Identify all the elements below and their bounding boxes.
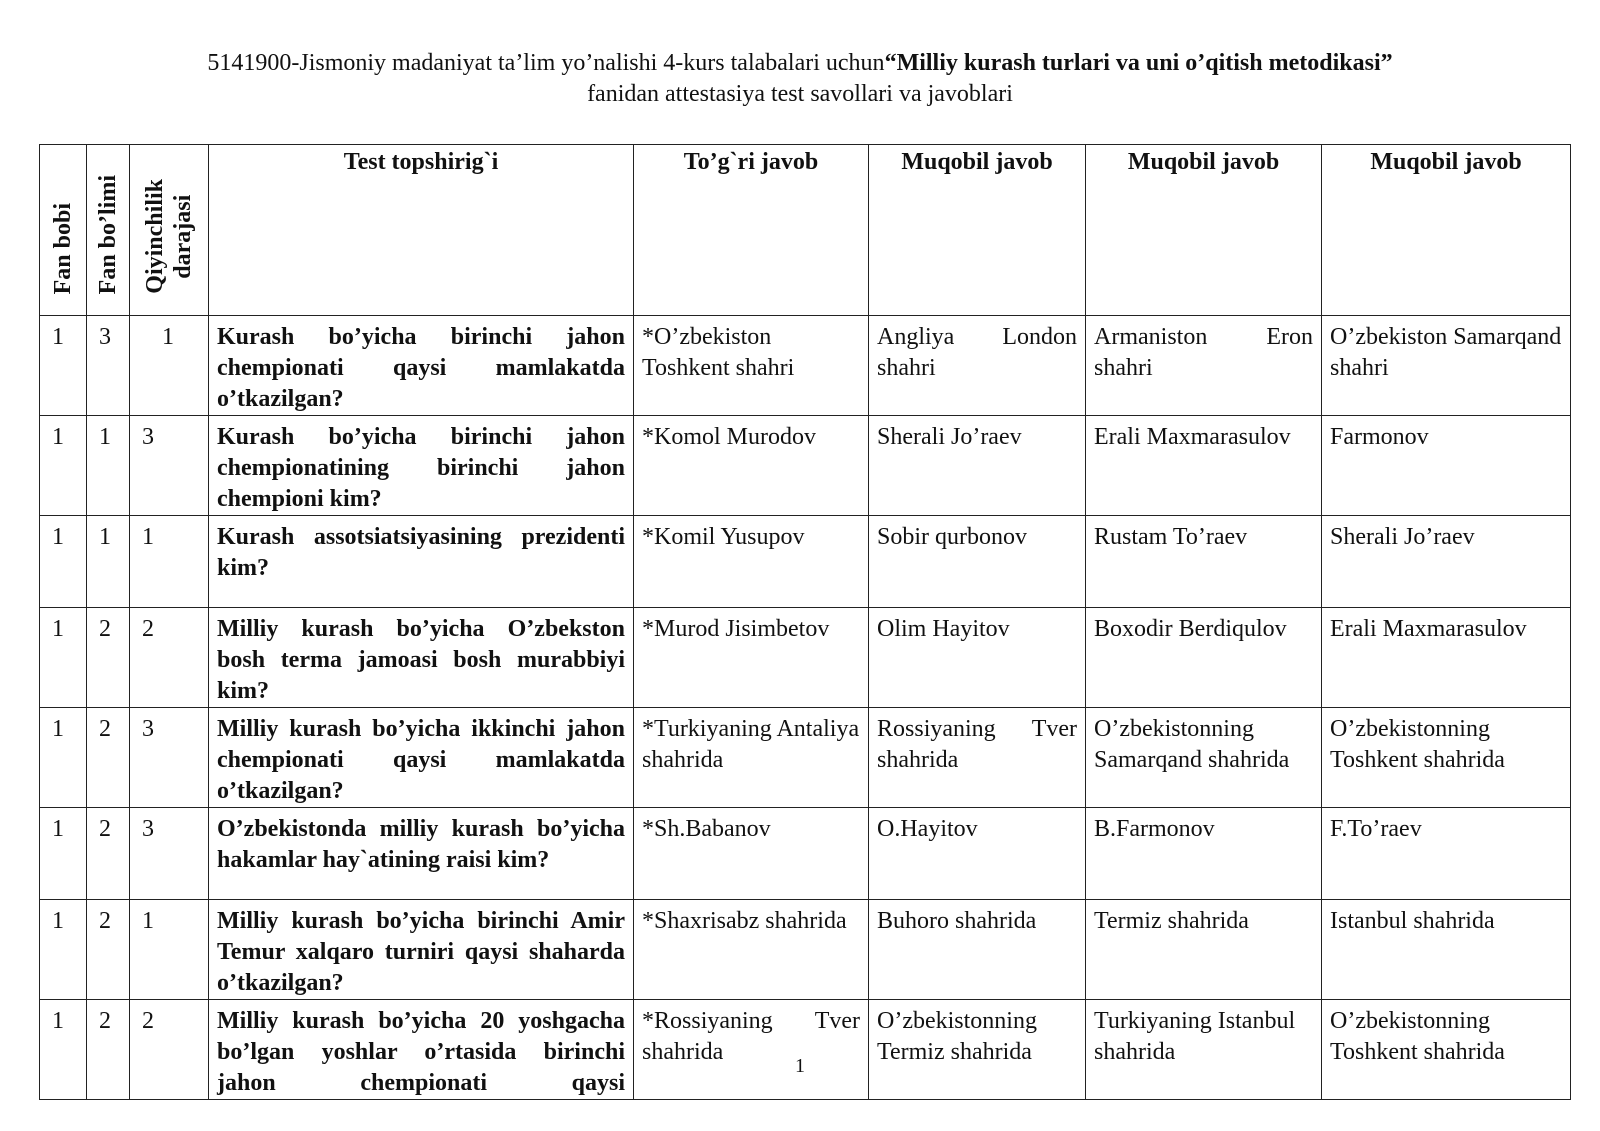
cell-question: Milliy kurash bo’yicha ikkinchi jahon chempionati qaysi mamlakatda o’tkazilgan? [209, 708, 634, 808]
cell-qiyinchilik: 2 [130, 1000, 209, 1100]
cell-question: Kurash bo’yicha birinchi jahon chempionati qaysi mamlakatda o’tkazilgan? [209, 316, 634, 416]
cell-alt-answer-2: B.Farmonov [1086, 808, 1322, 900]
cell-correct-answer: *Murod Jisimbetov [634, 608, 869, 708]
col-header-fan-bobi: Fan bobi [40, 145, 87, 316]
title-prefix: 5141900-Jismoniy madaniyat ta’lim yo’nalishi 4-kurs talabalari uchun [207, 50, 885, 76]
cell-alt-answer-3: O’zbekistonning Toshkent shahrida [1322, 708, 1571, 808]
cell-fan-bobi: 1 [40, 516, 87, 608]
cell-fan-bobi: 1 [40, 416, 87, 516]
cell-alt-answer-1: Angliya London shahri [869, 316, 1086, 416]
cell-alt-answer-1: Sherali Jo’raev [869, 416, 1086, 516]
cell-alt-answer-1: Sobir qurbonov [869, 516, 1086, 608]
cell-question: Milliy kurash bo’yicha 20 yoshgacha bo’lgan yoshlar o’rtasida birinchi jahon chempionati qaysi [209, 1000, 634, 1100]
cell-alt-answer-2: Armaniston Eron shahri [1086, 316, 1322, 416]
cell-fan-bolimi: 1 [87, 516, 130, 608]
col-header-alt2: Muqobil javob [1086, 145, 1322, 316]
cell-qiyinchilik: 2 [130, 608, 209, 708]
cell-alt-answer-3: Erali Maxmarasulov [1322, 608, 1571, 708]
cell-qiyinchilik: 3 [130, 808, 209, 900]
table-row [40, 1000, 1571, 1100]
cell-qiyinchilik: 3 [130, 416, 209, 516]
cell-qiyinchilik: 3 [130, 708, 209, 808]
table-row [40, 708, 1571, 808]
cell-alt-answer-1: Buhoro shahrida [869, 900, 1086, 1000]
table-row [40, 516, 1571, 608]
cell-alt-answer-2: Erali Maxmarasulov [1086, 416, 1322, 516]
title-line-1 [0, 48, 1600, 79]
table-row [40, 316, 1571, 416]
cell-correct-answer: *Turkiyaning Antaliya shahrida [634, 708, 869, 808]
cell-fan-bolimi: 1 [87, 416, 130, 516]
course-name: “Milliy kurash turlari va uni o’qitish metodikasi” [884, 50, 1393, 76]
cell-alt-answer-2: Boxodir Berdiqulov [1086, 608, 1322, 708]
cell-alt-answer-3: Farmonov [1322, 416, 1571, 516]
cell-alt-answer-1: O’zbekistonning Termiz shahrida [869, 1000, 1086, 1100]
page-number: 1 [795, 1055, 805, 1077]
table-row [40, 900, 1571, 1000]
table-row [40, 608, 1571, 708]
cell-fan-bolimi: 2 [87, 608, 130, 708]
cell-fan-bolimi: 2 [87, 708, 130, 808]
cell-alt-answer-1: Rossiyaning Tver shahrida [869, 708, 1086, 808]
table-row [40, 416, 1571, 516]
cell-qiyinchilik: 1 [130, 900, 209, 1000]
cell-correct-answer: *Rossiyaning Tver shahrida [634, 1000, 869, 1100]
cell-correct-answer: *Komol Murodov [634, 416, 869, 516]
document-title [0, 48, 1600, 110]
table-row [40, 808, 1571, 900]
title-line-2: fanidan attestasiya test savollari va javoblari [587, 81, 1013, 107]
cell-fan-bobi: 1 [40, 608, 87, 708]
cell-alt-answer-3: F.To’raev [1322, 808, 1571, 900]
cell-alt-answer-2: Turkiyaning Istanbul shahrida [1086, 1000, 1322, 1100]
cell-correct-answer: *Shaxrisabz shahrida [634, 900, 869, 1000]
cell-fan-bobi: 1 [40, 1000, 87, 1100]
table-header-row [40, 145, 1571, 316]
cell-fan-bolimi: 3 [87, 316, 130, 416]
cell-correct-answer: *Komil Yusupov [634, 516, 869, 608]
cell-question: Milliy kurash bo’yicha birinchi Amir Temur xalqaro turniri qaysi shaharda o’tkazilgan? [209, 900, 634, 1000]
cell-fan-bolimi: 2 [87, 808, 130, 900]
cell-fan-bolimi: 2 [87, 900, 130, 1000]
col-header-test: Test topshirig`i [209, 145, 634, 316]
cell-alt-answer-3: Sherali Jo’raev [1322, 516, 1571, 608]
cell-question: Kurash assotsiatsiyasining prezidenti kim? [209, 516, 634, 608]
cell-alt-answer-3: O’zbekiston Samarqand shahri [1322, 316, 1571, 416]
cell-fan-bobi: 1 [40, 900, 87, 1000]
cell-fan-bobi: 1 [40, 808, 87, 900]
cell-question: O’zbekistonda milliy kurash bo’yicha hakamlar hay`atining raisi kim? [209, 808, 634, 900]
cell-alt-answer-3: Istanbul shahrida [1322, 900, 1571, 1000]
cell-alt-answer-1: Olim Hayitov [869, 608, 1086, 708]
cell-correct-answer: *Sh.Babanov [634, 808, 869, 900]
cell-alt-answer-1: O.Hayitov [869, 808, 1086, 900]
cell-alt-answer-2: Rustam To’raev [1086, 516, 1322, 608]
cell-fan-bolimi: 2 [87, 1000, 130, 1100]
cell-fan-bobi: 1 [40, 708, 87, 808]
cell-correct-answer: *O’zbekiston Toshkent shahri [634, 316, 869, 416]
cell-qiyinchilik: 1 [130, 516, 209, 608]
cell-qiyinchilik: 1 [130, 316, 209, 416]
col-header-alt3: Muqobil javob [1322, 145, 1571, 316]
col-header-correct: To’g`ri javob [634, 145, 869, 316]
test-table [39, 144, 1571, 1100]
cell-question: Milliy kurash bo’yicha O’zbekston bosh terma jamoasi bosh murabbiyi kim? [209, 608, 634, 708]
cell-fan-bobi: 1 [40, 316, 87, 416]
cell-alt-answer-3: O’zbekistonning Toshkent shahrida [1322, 1000, 1571, 1100]
cell-question: Kurash bo’yicha birinchi jahon chempionatining birinchi jahon chempioni kim? [209, 416, 634, 516]
cell-alt-answer-2: Termiz shahrida [1086, 900, 1322, 1000]
col-header-fan-bolimi: Fan bo’limi [87, 145, 130, 316]
col-header-alt1: Muqobil javob [869, 145, 1086, 316]
col-header-qiyinchilik: Qiyinchilik darajasi [130, 145, 209, 316]
cell-alt-answer-2: O’zbekistonning Samarqand shahrida [1086, 708, 1322, 808]
